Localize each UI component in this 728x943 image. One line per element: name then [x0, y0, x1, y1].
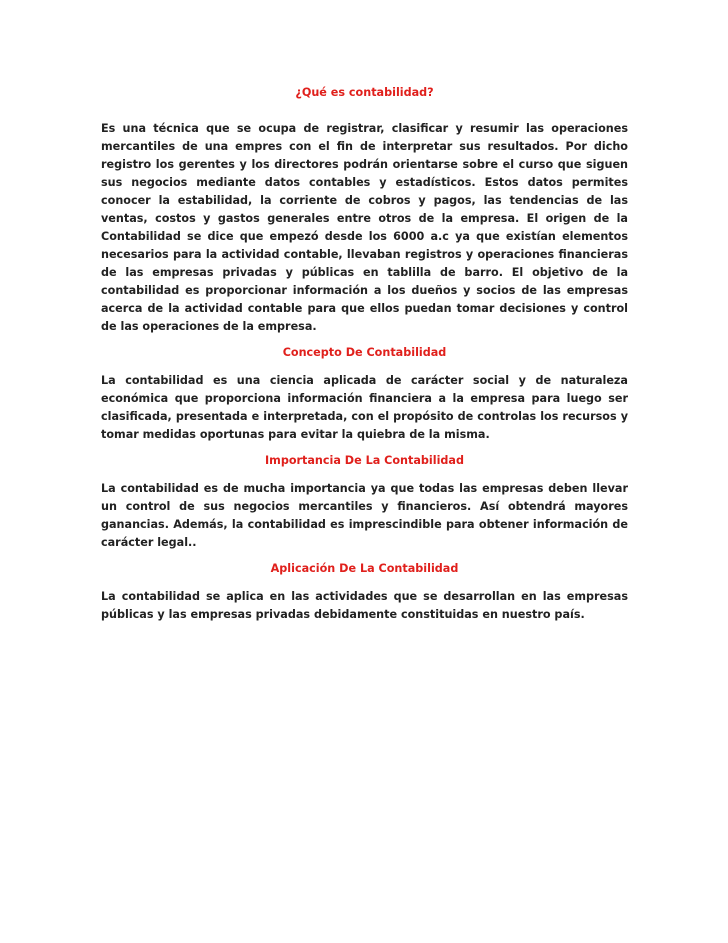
document-page	[101, 84, 628, 624]
heading-aplicacion: Aplicación De La Contabilidad	[270, 562, 459, 575]
paragraph-importancia: La contabilidad es de mucha importancia ya que todas las empresas deben llevar un control de sus negocios mercantiles y financieros. Así obtendrá mayores ganancias. Además, la contabilidad es imprescindible para obtener información de carácter legal..	[101, 482, 628, 549]
paragraph-aplicacion: La contabilidad se aplica en las actividades que se desarrollan en las empresas públicas y las empresas privadas debidamente constituidas en nuestro país.	[101, 590, 628, 621]
heading-importancia: Importancia De La Contabilidad	[265, 454, 464, 467]
heading-que-es-contabilidad: ¿Qué es contabilidad?	[295, 86, 434, 99]
paragraph-que-es-contabilidad: Es una técnica que se ocupa de registrar, clasificar y resumir las operaciones mercantiles de una empres con el fin de interpretar sus resultados. Por dicho registro los gerentes y los directores podrán orientarse sobre el curso que siguen sus negocios mediante datos contables y estadísticos. Estos datos permites conocer la estabilidad, la corriente de cobros y pagos, las tendencias de las ventas, costos y gastos generales entre otros de la empresa. El origen de la Contabilidad se dice que empezó desde los 6000 a.c ya que existían elementos necesarios para la actividad contable, llevaban registros y operaciones financieras de las empresas privadas y públicas en tablilla de barro. El objetivo de la contabilidad es proporcionar información a los dueños y socios de las empresas acerca de la actividad contable para que ellos puedan tomar decisiones y control de las operaciones de la empresa.	[101, 122, 628, 333]
heading-concepto: Concepto De Contabilidad	[282, 346, 447, 359]
paragraph-concepto: La contabilidad es una ciencia aplicada de carácter social y de naturaleza económica que proporciona información financiera a la empresa para luego ser clasificada, presentada e interpretada, con el propósito de controlas los recursos y tomar medidas oportunas para evitar la quiebra de la misma.	[101, 374, 628, 441]
